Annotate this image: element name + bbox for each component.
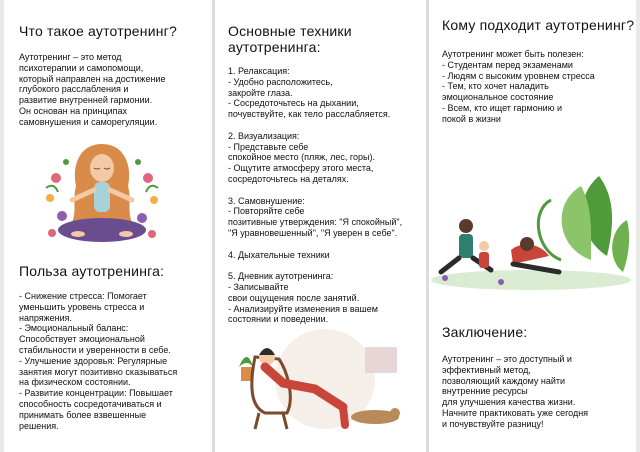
audience-title: Кому подходит аутотренинг? <box>442 17 635 33</box>
what-is-intro: Аутотренинг – это метод психотерапии и самопомощи, который направлен на достижение глубокого расслабления и развитие внутренней гармонии. Он основан на принципах самовнушения и саморегуляции. <box>19 52 166 127</box>
techniques-title: Основные техники аутотренинга: <box>228 23 352 55</box>
conclusion-text: Аутотренинг – это доступный и эффективный метод, позволяющий каждому найти внутренние ресурсы для улучшения качества жизни. Начните практиковать уже сегодня и почувствуйте разницу! <box>442 354 589 429</box>
panel-what-is <box>4 0 212 452</box>
audience-list: Аутотренинг может быть полезен: - Студентам перед экзаменами - Людям с высоким уровнем стресса - Тем, кто хочет наладить эмоциональное состояние - Всем, кто ищет гармонию и покой в жизни <box>442 49 595 124</box>
benefits-title: Польза аутотренинга: <box>19 263 165 279</box>
techniques-list: 1. Релаксация: - Удобно расположитесь, закройте глаза. - Сосредоточьтесь на дыхании, почувствуйте, как тело расслабляется. 2. Визуализация: - Представьте себе спокойное место (пляж, лес, горы). - Ощутите атмосферу этого места, сосредоточьтесь на деталях. 3. Самовнушение: - Повторяйте себе позитивные утверждения: "Я спокойный", "Я уравновешенный", "Я уверен в себе". 4. Дыхательные техники 5. Дневник аутотренинга: - Записывайте свои ощущения после занятий. - Анализируйте изменения в вашем состоянии и поведении. <box>228 66 403 325</box>
conclusion-title: Заключение: <box>442 324 528 340</box>
brochure <box>4 0 636 452</box>
what-is-title: Что такое аутотренинг? <box>19 23 177 39</box>
relaxing-woman-illustration <box>225 327 425 432</box>
panel-techniques <box>215 0 426 452</box>
family-outdoor-illustration <box>431 160 633 295</box>
meditating-woman-illustration <box>42 138 162 253</box>
benefits-list: - Снижение стресса: Помогает уменьшить уровень стресса и напряжения. - Эмоциональный баланс: Способствует эмоциональной стабильности и уверенности в себе. - Улучшение здоровья: Регулярные занятия могут позитивно сказываться на физическом состоянии. - Развитие концентрации: Повышает способность сосредотачиваться и принимать более взвешенные решения. <box>19 291 178 431</box>
panel-audience <box>429 0 636 452</box>
